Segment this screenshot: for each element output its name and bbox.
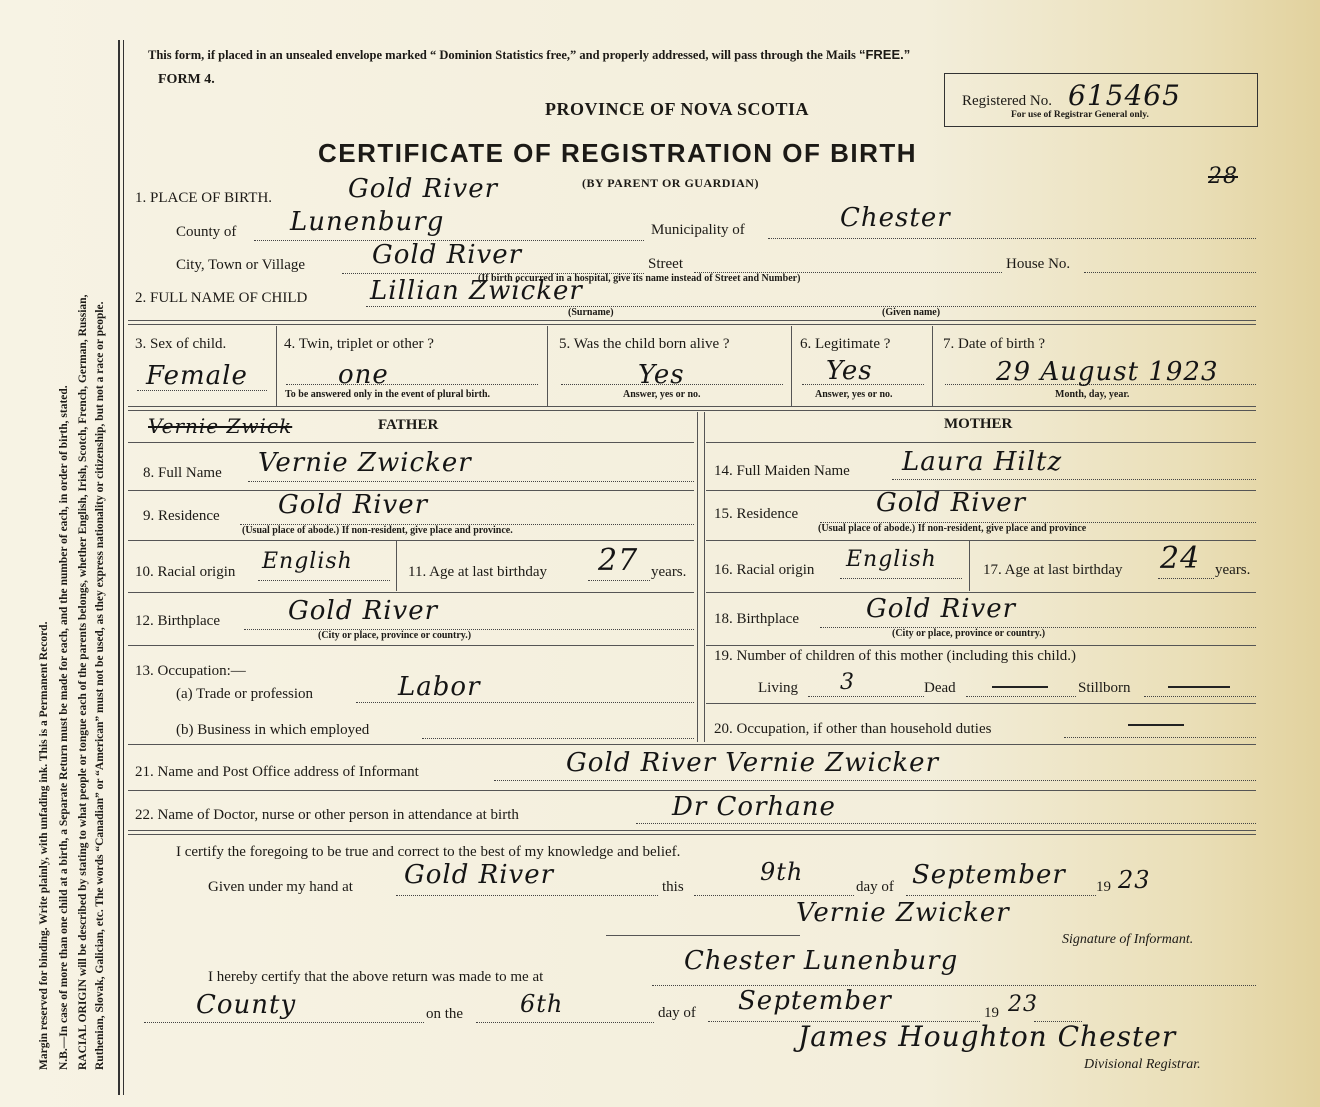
reg-day-value: 6th (520, 990, 564, 1018)
father-occupation-label: 13. Occupation:— (135, 663, 246, 679)
father-trade-line (356, 702, 694, 703)
given-day-of: day of (856, 879, 894, 895)
reg-year-prefix: 19 (984, 1005, 999, 1021)
mail-note-free: “FREE.” (858, 47, 911, 62)
informant-signature: Vernie Zwicker (796, 898, 1010, 928)
parents-bottom-rule (128, 744, 1256, 745)
father-business-label: (b) Business in which employed (176, 722, 370, 738)
reg-month-value: September (738, 986, 892, 1016)
county-word-line (144, 1022, 424, 1023)
divider-5-6 (791, 326, 792, 406)
given-place-line (396, 895, 658, 896)
mother-age-label: 17. Age at last birthday (983, 562, 1123, 578)
given-year-value: 23 (1118, 866, 1151, 894)
divider-3-4 (276, 326, 277, 406)
father-years: years. (651, 564, 687, 580)
mother-rule-4 (706, 645, 1256, 646)
registrar-use-note: For use of Registrar General only. (1011, 110, 1149, 120)
child-name-value: Lillian Zwicker (370, 276, 583, 306)
mother-heading: MOTHER (944, 416, 1013, 432)
father-birthplace-label: 12. Birthplace (135, 613, 220, 629)
child-name-line (366, 306, 1256, 307)
registrar-label: Divisional Registrar. (1084, 1057, 1201, 1072)
row3-top-rule-2 (128, 324, 1256, 325)
row3-bottom-rule-2 (128, 410, 1256, 411)
mother-stillborn-dash (1168, 686, 1230, 688)
mother-living-value: 3 (840, 670, 855, 695)
mother-occupation-label: 20. Occupation, if other than household duties (714, 721, 992, 737)
child-name-label: 2. FULL NAME OF CHILD (135, 290, 308, 306)
registered-value: 615465 (1068, 79, 1181, 112)
registered-number-box (944, 73, 1258, 127)
mother-rule-5 (706, 703, 1256, 704)
form-number: FORM 4. (158, 72, 215, 87)
sex-value: Female (146, 361, 248, 391)
page-title: CERTIFICATE OF REGISTRATION OF BIRTH (318, 138, 918, 168)
mother-race-value: English (846, 547, 937, 572)
mother-race-label: 16. Racial origin (714, 562, 815, 578)
street-label: Street (648, 256, 683, 272)
mother-rule-3 (706, 592, 1256, 593)
given-name-note: (Given name) (882, 307, 941, 318)
corner-mark: 28 (1208, 164, 1238, 189)
father-heading-rule (128, 442, 694, 443)
father-age-line (588, 580, 650, 581)
given-year-prefix: 19 (1096, 879, 1111, 895)
county-word: County (196, 990, 297, 1020)
mail-note (148, 47, 910, 63)
mother-name-value: Laura Hiltz (902, 447, 1063, 477)
mother-age-value: 24 (1160, 541, 1201, 576)
informant-rule (128, 790, 1256, 791)
margin-note-2: N.B.—In case of more than one child at a birth, a Separate Return must be made for each, and the number of each, in order of birth, stated. (58, 385, 70, 1070)
twin-line (286, 384, 538, 385)
county-label: County of (176, 224, 237, 240)
mother-occupation-line (1064, 737, 1256, 738)
father-residence-value: Gold River (278, 490, 429, 520)
given-this: this (662, 879, 684, 895)
mother-dead-dash (992, 686, 1048, 688)
mother-birthplace-label: 18. Birthplace (714, 611, 799, 627)
mother-residence-note: (Usual place of abode.) If non-resident, give place and province (818, 523, 1087, 534)
mother-dead-line (966, 696, 1076, 697)
father-age-value: 27 (598, 543, 639, 578)
mother-race-line (840, 578, 962, 579)
house-line (1084, 272, 1256, 273)
mother-stillborn-label: Stillborn (1078, 680, 1131, 696)
left-border-inner (123, 40, 124, 1095)
informant-line (494, 780, 1256, 781)
father-residence-note: (Usual place of abode.) If non-resident, give place and province. (242, 525, 513, 536)
father-rule-3 (128, 592, 694, 593)
father-race-value: English (262, 549, 353, 574)
dob-value: 29 August 1923 (996, 357, 1219, 387)
reg-day-of: day of (658, 1005, 696, 1021)
parents-divider-left (697, 412, 698, 742)
father-name-label: 8. Full Name (143, 465, 222, 481)
place-of-birth-value: Gold River (348, 174, 499, 204)
informant-label: 21. Name and Post Office address of Informant (135, 764, 419, 780)
father-rule-4 (128, 645, 694, 646)
father-trade-value: Labor (398, 672, 481, 702)
mother-occupation-dash (1128, 724, 1184, 726)
place-of-birth-label: 1. PLACE OF BIRTH. (135, 190, 273, 206)
registrar-signature: James Houghton Chester (798, 1020, 1177, 1053)
given-label: Given under my hand at (208, 879, 353, 895)
mother-residence-label: 15. Residence (714, 506, 799, 522)
registered-label: Registered No. (962, 93, 1052, 109)
registrar-line: I hereby certify that the above return was made to me at (208, 969, 544, 985)
informant-value: Gold River Vernie Zwicker (566, 748, 939, 778)
mother-residence-value: Gold River (876, 488, 1027, 518)
row3-bottom-rule (128, 406, 1256, 407)
mother-living-line (808, 696, 924, 697)
alive-note: Answer, yes or no. (623, 389, 701, 400)
mother-birthplace-value: Gold River (866, 594, 1017, 624)
mother-living-label: Living (758, 680, 798, 696)
given-place-value: Gold River (404, 860, 555, 890)
twin-value: one (338, 360, 389, 390)
mother-name-line (892, 479, 1256, 480)
given-month-line (906, 895, 1096, 896)
father-race-line (258, 580, 390, 581)
alive-label: 5. Was the child born alive ? (559, 336, 730, 352)
dob-label: 7. Date of birth ? (943, 336, 1046, 352)
alive-value: Yes (638, 360, 685, 390)
parents-divider-right (704, 412, 705, 742)
father-name-line (248, 481, 694, 482)
row3-top-rule (128, 320, 1256, 321)
divider-6-7 (932, 326, 933, 406)
sex-label: 3. Sex of child. (135, 336, 227, 352)
house-label: House No. (1006, 256, 1071, 272)
reg-day-line (476, 1022, 654, 1023)
certify-line: I certify the foregoing to be true and correct to the best of my knowledge and belief. (176, 844, 681, 860)
father-trade-label: (a) Trade or profession (176, 686, 314, 702)
father-rule-2 (128, 540, 694, 541)
doctor-rule-2 (128, 834, 1256, 835)
mother-birthplace-note: (City or place, province or country.) (892, 628, 1046, 639)
father-race-age-divider (396, 541, 397, 591)
reg-year-value: 23 (1008, 992, 1038, 1017)
doctor-label: 22. Name of Doctor, nurse or other person in attendance at birth (135, 807, 519, 823)
city-label: City, Town or Village (176, 257, 306, 273)
county-value: Lunenburg (290, 207, 445, 237)
mother-years: years. (1215, 562, 1251, 578)
father-age-label: 11. Age at last birthday (408, 564, 547, 580)
left-border-outer (118, 40, 120, 1095)
margin-note-4: Ruthenian, Slovak, Galician, etc. The words “Canadian” or “American” must not be used, as they express nationality or citizenship, but not a race or people. (94, 301, 106, 1070)
municipality-label: Municipality of (651, 222, 745, 238)
margin-note-3: RACIAL ORIGIN will be described by stating to what people or tongue each of the parents belongs, whether English, Irish, Scotch, French, German, Russian, (77, 294, 89, 1070)
mother-children-label: 19. Number of children of this mother (including this child.) (714, 648, 1077, 664)
municipality-value: Chester (840, 203, 951, 233)
mother-name-label: 14. Full Maiden Name (714, 463, 850, 479)
mother-age-line (1158, 578, 1214, 579)
mother-heading-rule (706, 442, 1256, 443)
father-name-value: Vernie Zwicker (258, 448, 472, 478)
hospital-note: (If birth occurred in a hospital, give its name instead of Street and Number) (478, 273, 801, 284)
page-subtitle: (BY PARENT OR GUARDIAN) (582, 176, 759, 190)
informant-signature-line (606, 935, 800, 936)
surname-note: (Surname) (568, 307, 614, 318)
father-business-line (422, 738, 694, 739)
given-day-line (694, 895, 854, 896)
province-heading: PROVINCE OF NOVA SCOTIA (545, 99, 810, 119)
father-residence-label: 9. Residence (143, 508, 220, 524)
divider-4-5 (547, 326, 548, 406)
doctor-value: Dr Corhane (672, 792, 836, 822)
father-struck-text: Vernie Zwick (148, 414, 293, 438)
reg-on-the: on the (426, 1006, 464, 1022)
registrar-place-value: Chester Lunenburg (684, 946, 959, 976)
mother-stillborn-line (1144, 696, 1256, 697)
given-day-value: 9th (760, 858, 804, 886)
father-race-label: 10. Racial origin (135, 564, 236, 580)
given-month-value: September (912, 860, 1066, 890)
informant-signature-label: Signature of Informant. (1062, 932, 1194, 947)
father-heading: FATHER (378, 417, 439, 433)
legit-label: 6. Legitimate ? (800, 336, 891, 352)
dob-note: Month, day, year. (1055, 389, 1130, 400)
city-value: Gold River (372, 240, 523, 270)
margin-note-1: Margin reserved for binding. Write plainly, with unfading ink. This is a Permanent Record. (38, 621, 50, 1070)
father-birthplace-note: (City or place, province or country.) (318, 630, 472, 641)
twin-label: 4. Twin, triplet or other ? (284, 336, 434, 352)
father-birthplace-value: Gold River (288, 596, 439, 626)
municipality-line (768, 238, 1256, 239)
doctor-line (636, 823, 1256, 824)
mail-note-text: This form, if placed in an unsealed envelope marked “ Dominion Statistics free,” and properly addressed, will pass through the Mails (148, 48, 856, 62)
doctor-rule (128, 830, 1256, 831)
legit-value: Yes (826, 356, 873, 386)
mother-race-age-divider (969, 541, 970, 591)
twin-note: To be answered only in the event of plural birth. (285, 389, 491, 400)
legit-note: Answer, yes or no. (815, 389, 893, 400)
mother-dead-label: Dead (924, 680, 956, 696)
